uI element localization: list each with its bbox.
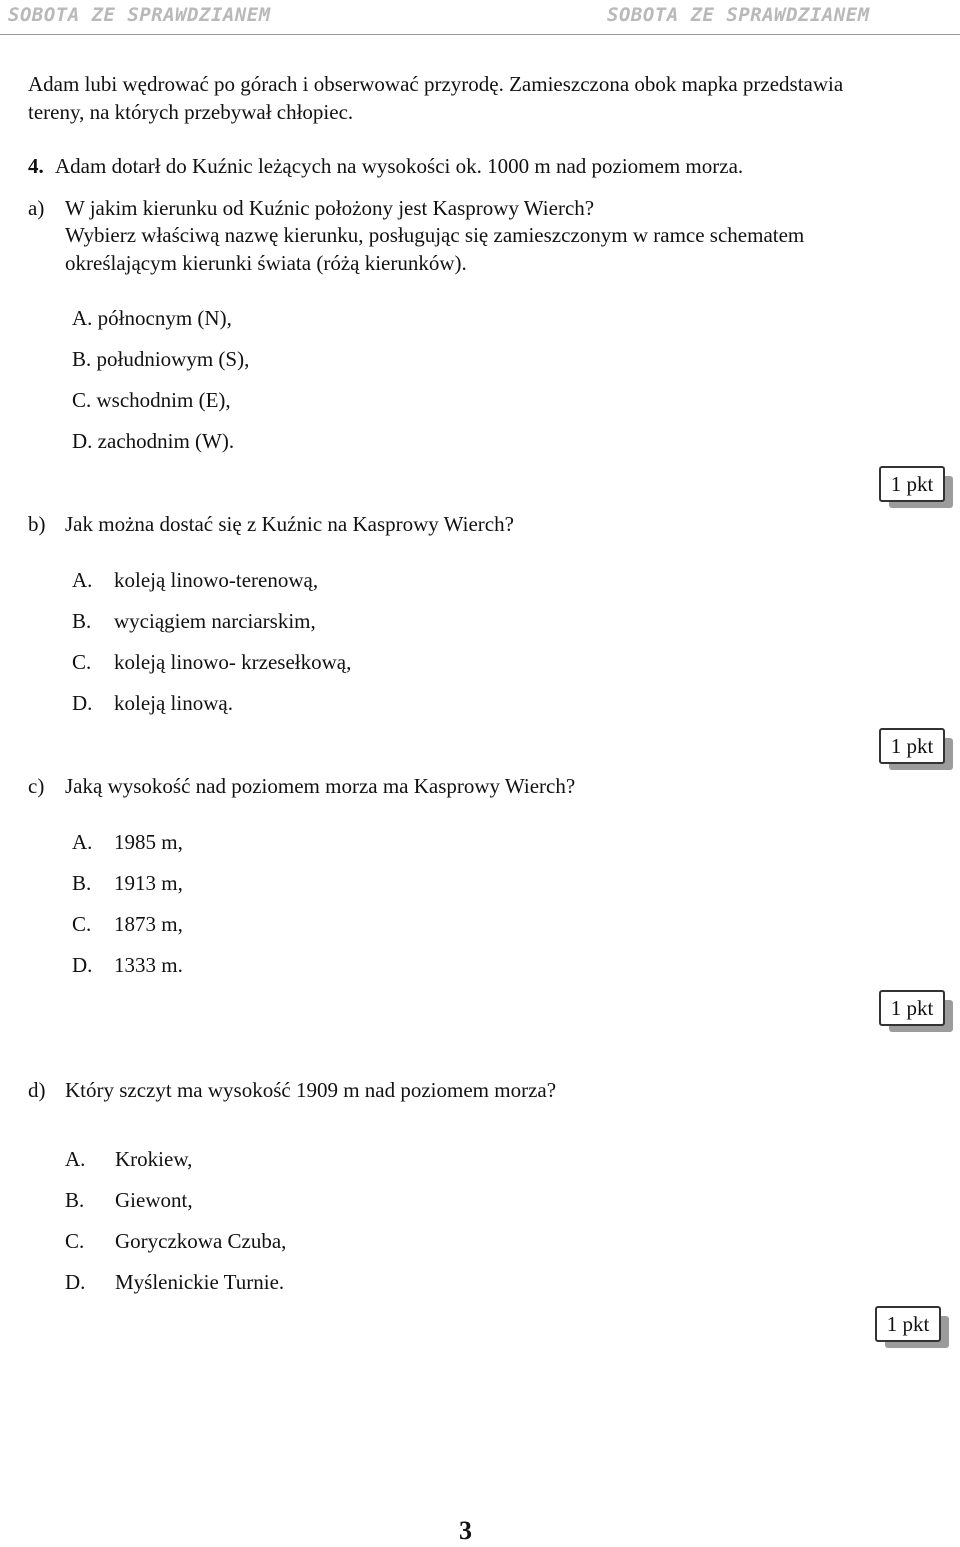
option-text: Myślenickie Turnie. [115,1270,285,1294]
header-divider [0,34,960,35]
option-d-c [65,1228,286,1254]
option-letter: C. [72,388,92,412]
option-letter: C. [65,1229,85,1253]
task-number: 4. [28,154,44,178]
page-number: 3 [459,1516,472,1545]
option-d-d [65,1269,284,1295]
question-a-text: W jakim kierunku od Kuźnic położony jest Kasprowy Wierch? [65,196,595,220]
question-a-instruction-1: Wybierz właściwą nazwę kierunku, posługując się zamieszczonym w ramce schematem [65,223,805,247]
option-text: 1333 m. [114,953,183,977]
option-c-b [72,870,183,896]
option-letter: D. [72,429,93,453]
option-b-a [72,567,318,593]
option-b-b [72,608,316,634]
option-letter: C. [72,650,92,674]
option-text: północnym (N), [97,306,232,330]
points-box-d [875,1306,953,1352]
option-d-a [65,1146,192,1172]
option-letter: A. [72,568,93,592]
intro-line-1: Adam lubi wędrować po górach i obserwować przyrodę. Zamieszczona obok mapka przedstawia [28,72,844,96]
option-text: Krokiew, [115,1147,193,1171]
option-letter: A. [72,830,93,854]
option-a-a [72,305,232,331]
option-text: koleją linową. [114,691,233,715]
points-label: 1 pkt [879,728,945,764]
option-letter: D. [65,1270,86,1294]
option-a-d [72,428,234,454]
option-letter: D. [72,953,93,977]
option-c-c [72,911,183,937]
option-text: 1985 m, [114,830,183,854]
option-text: 1873 m, [114,912,183,936]
option-letter: C. [72,912,92,936]
option-a-b [72,346,249,372]
question-c-letter: c) [28,774,45,798]
question-b-text: Jak można dostać się z Kuźnic na Kasprowy Wierch? [65,512,514,536]
option-text: koleją linowo-terenową, [114,568,319,592]
option-text: wschodnim (E), [96,388,231,412]
question-b-letter: b) [28,512,46,536]
option-letter: B. [72,871,92,895]
points-box-b [879,728,957,774]
question-d-text: Który szczyt ma wysokość 1909 m nad poziomem morza? [65,1078,557,1102]
intro-line-2: tereny, na których przebywał chłopiec. [28,100,354,124]
option-c-d [72,952,183,978]
header-left: SOBOTA ZE SPRAWDZIANEM [8,4,271,26]
option-letter: B. [65,1188,85,1212]
option-text: 1913 m, [114,871,183,895]
header-right: SOBOTA ZE SPRAWDZIANEM [607,4,870,26]
question-d-letter: d) [28,1078,46,1102]
option-c-a [72,829,183,855]
option-text: koleją linowo- krzesełkową, [114,650,352,674]
option-b-d [72,690,233,716]
question-a-letter: a) [28,196,45,220]
option-text: Giewont, [115,1188,193,1212]
option-letter: A. [65,1147,86,1171]
option-letter: A. [72,306,93,330]
points-label: 1 pkt [879,466,945,502]
option-a-c [72,387,231,413]
option-text: wyciągiem narciarskim, [114,609,316,633]
task-text: Adam dotarł do Kuźnic leżących na wysokości ok. 1000 m nad poziomem morza. [55,154,744,178]
points-label: 1 pkt [875,1306,941,1342]
option-text: Goryczkowa Czuba, [115,1229,287,1253]
option-b-c [72,649,351,675]
option-d-b [65,1187,193,1213]
option-text: południowym (S), [96,347,250,371]
option-letter: B. [72,609,92,633]
option-text: zachodnim (W). [97,429,235,453]
question-c-text: Jaką wysokość nad poziomem morza ma Kasprowy Wierch? [65,774,576,798]
points-box-c [879,990,957,1036]
points-label: 1 pkt [879,990,945,1026]
question-a-instruction-2: określającym kierunki świata (różą kierunków). [65,251,467,275]
points-box-a [879,466,957,512]
option-letter: D. [72,691,93,715]
option-letter: B. [72,347,92,371]
